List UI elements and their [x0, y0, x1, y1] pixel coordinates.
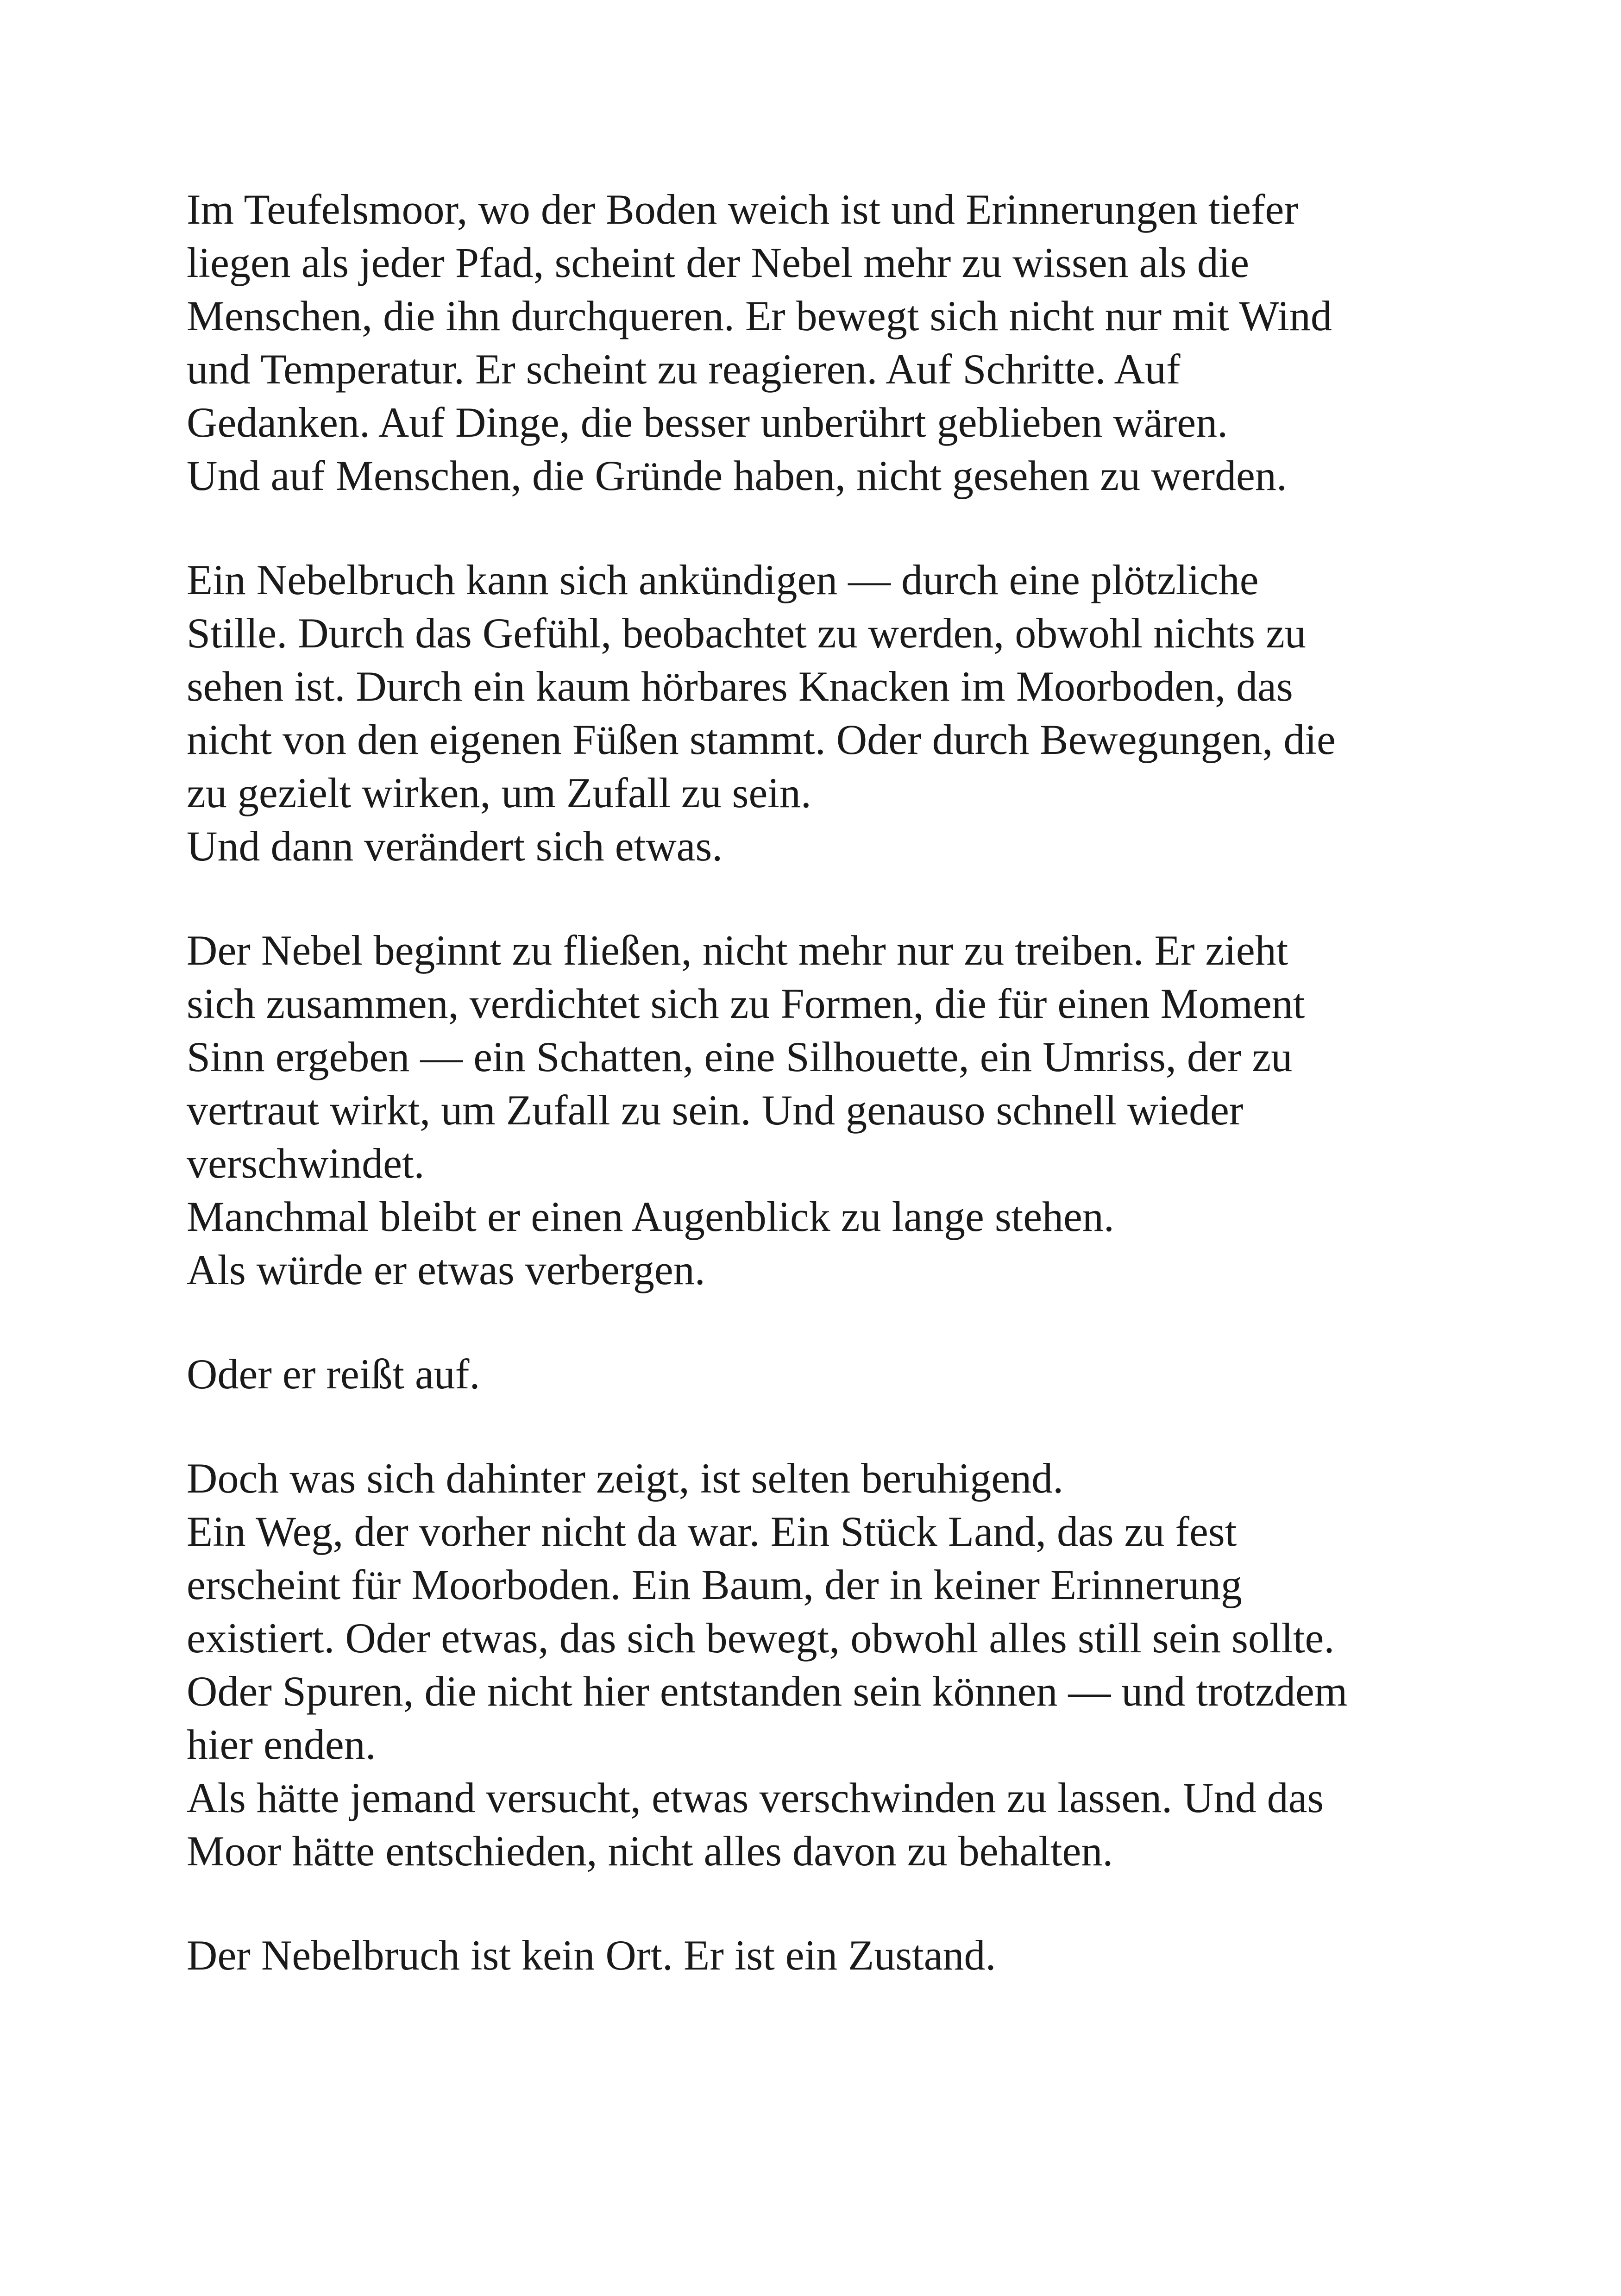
text-line: Ein Nebelbruch kann sich ankündigen — durch eine plötzliche	[187, 556, 1259, 603]
text-line: Doch was sich dahinter zeigt, ist selten beruhigend.	[187, 1455, 1064, 1502]
text-line: Menschen, die ihn durchqueren. Er bewegt sich nicht nur mit Wind	[187, 292, 1332, 339]
text-line: Manchmal bleibt er einen Augenblick zu lange stehen.	[187, 1193, 1114, 1240]
text-line: Ein Weg, der vorher nicht da war. Ein Stück Land, das zu fest	[187, 1508, 1237, 1555]
text-line: vertraut wirkt, um Zufall zu sein. Und genauso schnell wieder	[187, 1086, 1244, 1134]
text-line: und Temperatur. Er scheint zu reagieren. Auf Schritte. Auf	[187, 345, 1181, 393]
paragraph-1	[187, 183, 1507, 502]
text-line: Gedanken. Auf Dinge, die besser unberührt geblieben wären.	[187, 399, 1228, 446]
text-line: Und auf Menschen, die Gründe haben, nicht gesehen zu werden.	[187, 452, 1287, 499]
paragraph-3	[187, 924, 1507, 1297]
text-line: Im Teufelsmoor, wo der Boden weich ist und Erinnerungen tiefer	[187, 186, 1298, 233]
text-line: erscheint für Moorboden. Ein Baum, der in keiner Erinnerung	[187, 1561, 1242, 1608]
text-line: zu gezielt wirken, um Zufall zu sein.	[187, 769, 811, 816]
text-line: Moor hätte entschieden, nicht alles davon zu behalten.	[187, 1827, 1113, 1875]
text-line: sehen ist. Durch ein kaum hörbares Knacken im Moorboden, das	[187, 663, 1293, 710]
paragraph-2	[187, 553, 1507, 873]
body-text	[187, 183, 1507, 2033]
text-line: Der Nebelbruch ist kein Ort. Er ist ein Zustand.	[187, 1932, 996, 1979]
text-line: Sinn ergeben — ein Schatten, eine Silhouette, ein Umriss, der zu	[187, 1033, 1293, 1080]
text-line: verschwindet.	[187, 1140, 425, 1187]
text-line: Und dann verändert sich etwas.	[187, 822, 723, 870]
paragraph-6	[187, 1929, 1507, 1982]
text-line: Stille. Durch das Gefühl, beobachtet zu werden, obwohl nichts zu	[187, 609, 1306, 657]
text-line: liegen als jeder Pfad, scheint der Nebel mehr zu wissen als die	[187, 239, 1250, 286]
text-line: existiert. Oder etwas, das sich bewegt, obwohl alles still sein sollte.	[187, 1614, 1335, 1662]
paragraph-5	[187, 1452, 1507, 1878]
paragraph-4	[187, 1348, 1507, 1401]
text-line: Als hätte jemand versucht, etwas verschwinden zu lassen. Und das	[187, 1774, 1324, 1821]
text-line: Oder er reißt auf.	[187, 1350, 480, 1398]
text-line: Oder Spuren, die nicht hier entstanden sein können — und trotzdem	[187, 1668, 1348, 1715]
text-line: Als würde er etwas verbergen.	[187, 1246, 705, 1293]
text-line: hier enden.	[187, 1721, 376, 1768]
text-line: sich zusammen, verdichtet sich zu Formen, die für einen Moment	[187, 980, 1305, 1027]
text-line: nicht von den eigenen Füßen stammt. Oder durch Bewegungen, die	[187, 716, 1336, 763]
text-line: Der Nebel beginnt zu fließen, nicht mehr nur zu treiben. Er zieht	[187, 927, 1288, 974]
